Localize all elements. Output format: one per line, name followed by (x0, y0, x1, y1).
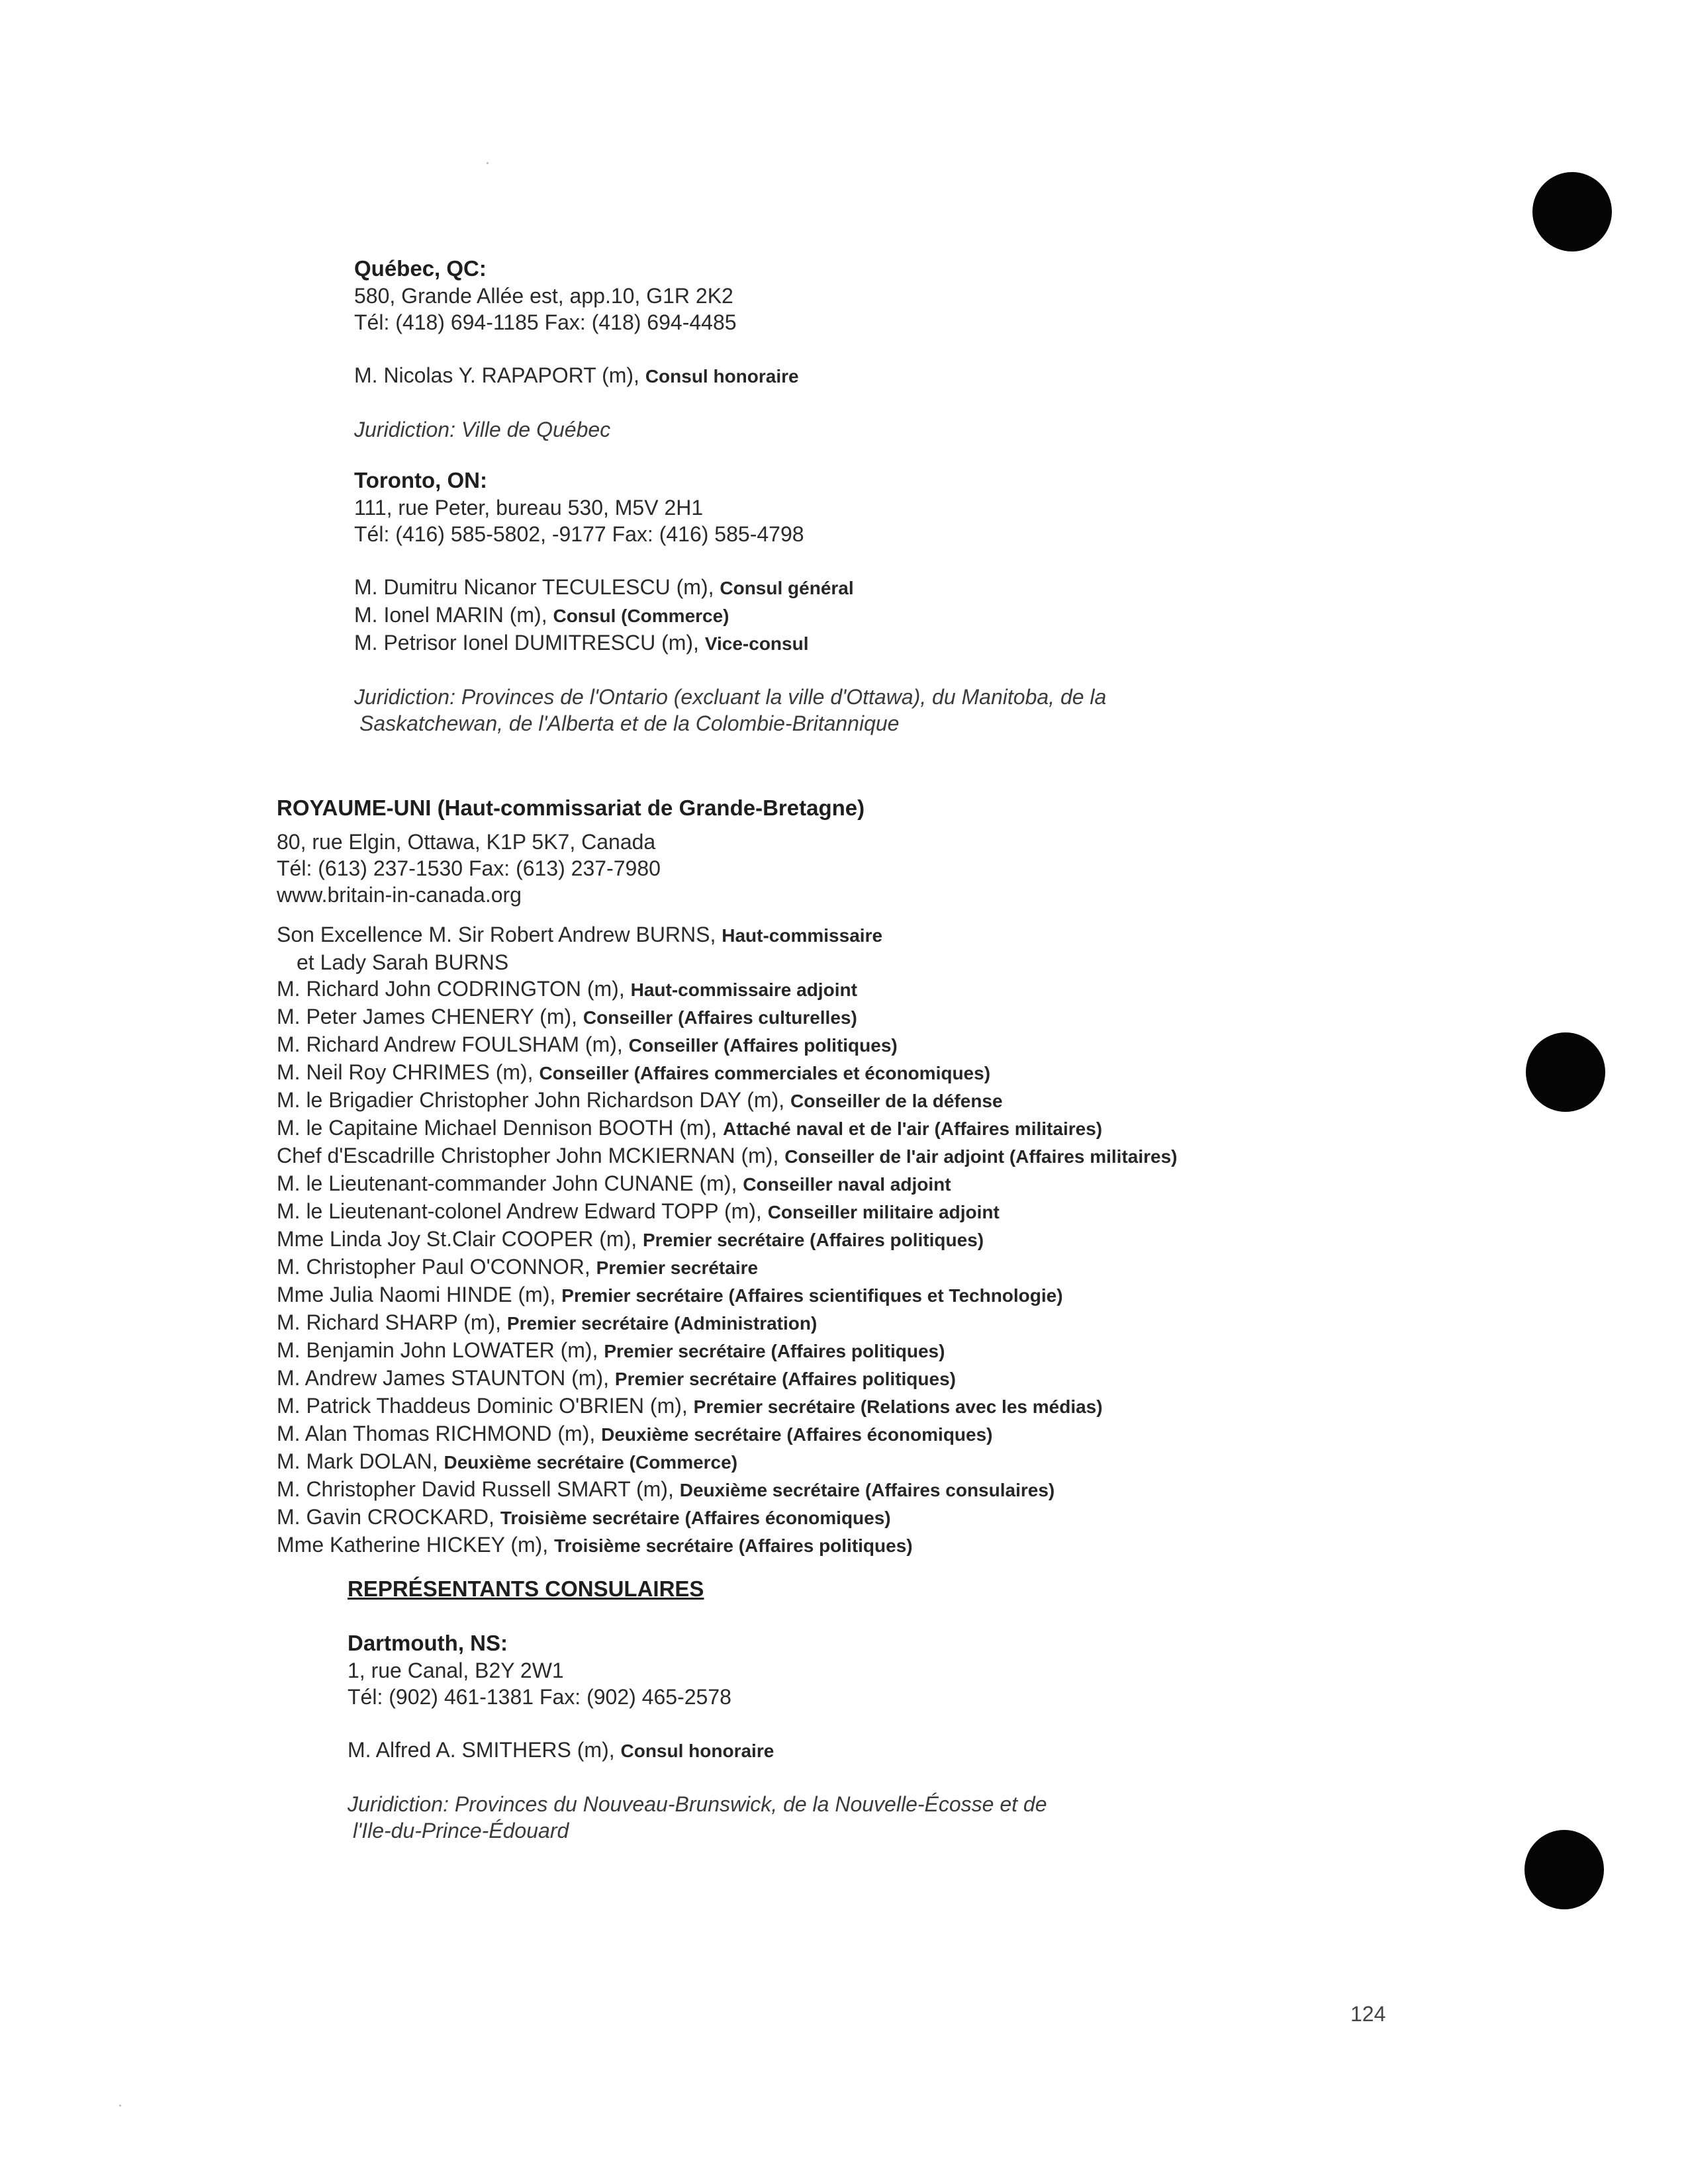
staff-row (277, 1309, 1178, 1337)
toronto-phone: Tél: (416) 585-5802, -9177 Fax: (416) 585-4798 (354, 522, 804, 546)
quebec-phone: Tél: (418) 694-1185 Fax: (418) 694-4485 (354, 310, 737, 334)
binder-hole-top (1532, 172, 1612, 251)
staff-title: Premier secrétaire (Administration) (506, 1313, 818, 1334)
uk-staff-list (277, 976, 1178, 1559)
person-name: M. Dumitru Nicanor TECULESCU (m), (354, 575, 714, 599)
staff-title: Deuxième secrétaire (Commerce) (444, 1452, 738, 1473)
staff-name: M. le Capitaine Michael Dennison BOOTH (m), (277, 1116, 718, 1140)
person-title: Consul (Commerce) (553, 606, 729, 626)
person-name: M. Petrisor Ionel DUMITRESCU (m), (354, 631, 699, 655)
staff-row (277, 1392, 1178, 1420)
staff-title: Conseiller (Affaires culturelles) (583, 1007, 857, 1028)
staff-row (277, 976, 1178, 1003)
ambassador-title: Haut-commissaire (722, 925, 883, 946)
staff-row (277, 1087, 1178, 1115)
staff-name: M. Christopher Paul O'CONNOR, (277, 1255, 590, 1279)
staff-row (277, 1031, 1178, 1059)
staff-title: Premier secrétaire (Affaires politiques) (643, 1230, 984, 1250)
quebec-section (354, 255, 799, 443)
staff-title: Premier secrétaire (596, 1257, 759, 1278)
staff-row (277, 1448, 1178, 1476)
staff-title: Conseiller (Affaires politiques) (628, 1035, 898, 1056)
staff-row (277, 1504, 1178, 1531)
person-title: Vice-consul (704, 633, 809, 654)
toronto-jurisdiction-line2: Saskatchewan, de l'Alberta et de la Colombie-Britannique (359, 711, 900, 735)
staff-name: M. Gavin CROCKARD, (277, 1505, 494, 1529)
staff-row (277, 1003, 1178, 1031)
staff-row (277, 1420, 1178, 1448)
staff-title: Premier secrétaire (Affaires politiques) (604, 1341, 945, 1361)
toronto-section (354, 467, 1106, 737)
toronto-person (354, 574, 1106, 602)
toronto-person (354, 629, 1106, 657)
staff-title: Troisième secrétaire (Affaires politiques) (554, 1535, 913, 1556)
consular-heading: REPRÉSENTANTS CONSULAIRES (348, 1576, 704, 1601)
staff-name: Chef d'Escadrille Christopher John MCKIERNAN (m), (277, 1144, 779, 1167)
staff-name: Mme Julia Naomi HINDE (m), (277, 1283, 556, 1306)
staff-row (277, 1253, 1178, 1281)
quebec-jurisdiction: Juridiction: Ville de Québec (354, 418, 611, 441)
staff-name: M. Benjamin John LOWATER (m), (277, 1338, 598, 1362)
toronto-person (354, 602, 1106, 629)
dartmouth-jurisdiction-line1: Juridiction: Provinces du Nouveau-Brunswick, de la Nouvelle-Écosse et de (348, 1792, 1047, 1816)
scan-speck (487, 162, 489, 164)
staff-name: M. le Lieutenant-commander John CUNANE (m), (277, 1171, 737, 1195)
staff-name: M. le Lieutenant-colonel Andrew Edward TOPP (m), (277, 1199, 762, 1223)
toronto-heading: Toronto, ON: (354, 468, 487, 492)
uk-heading: ROYAUME-UNI (Haut-commissariat de Grande-Bretagne) (277, 796, 865, 820)
staff-name: M. le Brigadier Christopher John Richardson DAY (m), (277, 1088, 785, 1112)
staff-title: Conseiller naval adjoint (743, 1174, 951, 1195)
staff-name: M. Richard Andrew FOULSHAM (m), (277, 1032, 623, 1056)
toronto-jurisdiction-line1: Juridiction: Provinces de l'Ontario (excluant la ville d'Ottawa), du Manitoba, de la (354, 685, 1107, 709)
staff-name: M. Patrick Thaddeus Dominic O'BRIEN (m), (277, 1394, 688, 1418)
person-title: Consul honoraire (645, 366, 799, 387)
staff-row (277, 1198, 1178, 1226)
staff-title: Premier secrétaire (Relations avec les médias) (693, 1396, 1103, 1417)
staff-name: M. Mark DOLAN, (277, 1449, 438, 1473)
staff-name: M. Peter James CHENERY (m), (277, 1005, 578, 1028)
dartmouth-phone: Tél: (902) 461-1381 Fax: (902) 465-2578 (348, 1685, 731, 1709)
staff-title: Attaché naval et de l'air (Affaires militaires) (723, 1118, 1103, 1139)
uk-address: 80, rue Elgin, Ottawa, K1P 5K7, Canada (277, 830, 656, 854)
quebec-heading: Québec, QC: (354, 256, 487, 281)
staff-title: Haut-commissaire adjoint (630, 979, 857, 1000)
binder-hole-middle (1526, 1032, 1605, 1112)
staff-name: M. Christopher David Russell SMART (m), (277, 1477, 674, 1501)
staff-name: Mme Katherine HICKEY (m), (277, 1533, 549, 1557)
staff-title: Premier secrétaire (Affaires scientifiques et Technologie) (561, 1285, 1063, 1306)
staff-row (277, 1365, 1178, 1392)
toronto-address: 111, rue Peter, bureau 530, M5V 2H1 (354, 496, 704, 520)
uk-website[interactable]: www.britain-in-canada.org (277, 883, 522, 907)
staff-row (277, 1337, 1178, 1365)
staff-name: M. Neil Roy CHRIMES (m), (277, 1060, 534, 1084)
dartmouth-address: 1, rue Canal, B2Y 2W1 (348, 1659, 564, 1682)
staff-title: Deuxième secrétaire (Affaires économiques) (601, 1424, 993, 1445)
uk-section (277, 794, 1178, 1559)
staff-row (277, 1476, 1178, 1504)
quebec-person (354, 362, 799, 390)
staff-title: Conseiller (Affaires commerciales et économiques) (539, 1063, 991, 1083)
person-name: M. Ionel MARIN (m), (354, 603, 547, 627)
staff-row (277, 1531, 1178, 1559)
staff-name: M. Richard John CODRINGTON (m), (277, 977, 625, 1001)
staff-name: M. Richard SHARP (m), (277, 1310, 502, 1334)
staff-title: Conseiller militaire adjoint (767, 1202, 1000, 1222)
person-title: Consul honoraire (620, 1741, 774, 1761)
binder-hole-bottom (1524, 1830, 1604, 1909)
staff-name: M. Alan Thomas RICHMOND (m), (277, 1422, 596, 1445)
person-name: M. Alfred A. SMITHERS (m), (348, 1738, 615, 1762)
dartmouth-heading: Dartmouth, NS: (348, 1631, 508, 1655)
ambassador-name: Son Excellence M. Sir Robert Andrew BURNS, (277, 923, 716, 946)
scan-speck (119, 2105, 121, 2107)
staff-title: Conseiller de l'air adjoint (Affaires militaires) (784, 1146, 1178, 1167)
person-title: Consul général (720, 578, 854, 598)
staff-row (277, 1281, 1178, 1309)
staff-title: Deuxième secrétaire (Affaires consulaires) (679, 1480, 1055, 1500)
staff-title: Troisième secrétaire (Affaires économiques) (500, 1508, 891, 1528)
person-name: M. Nicolas Y. RAPAPORT (m), (354, 363, 639, 387)
staff-row (277, 1115, 1178, 1142)
staff-row (277, 1170, 1178, 1198)
staff-name: Mme Linda Joy St.Clair COOPER (m), (277, 1227, 637, 1251)
page-number: 124 (1350, 2002, 1386, 2026)
staff-title: Premier secrétaire (Affaires politiques) (614, 1369, 956, 1389)
staff-row (277, 1226, 1178, 1253)
staff-name: M. Andrew James STAUNTON (m), (277, 1366, 609, 1390)
staff-row (277, 1142, 1178, 1170)
consular-section (348, 1575, 1047, 1844)
dartmouth-jurisdiction-line2: l'Ile-du-Prince-Édouard (353, 1819, 569, 1843)
staff-row (277, 1059, 1178, 1087)
quebec-address: 580, Grande Allée est, app.10, G1R 2K2 (354, 284, 733, 308)
dartmouth-person (348, 1737, 1047, 1764)
uk-ambassador (277, 921, 1178, 949)
uk-spouse: et Lady Sarah BURNS (297, 950, 509, 974)
staff-title: Conseiller de la défense (790, 1091, 1003, 1111)
uk-phone: Tél: (613) 237-1530 Fax: (613) 237-7980 (277, 856, 661, 880)
